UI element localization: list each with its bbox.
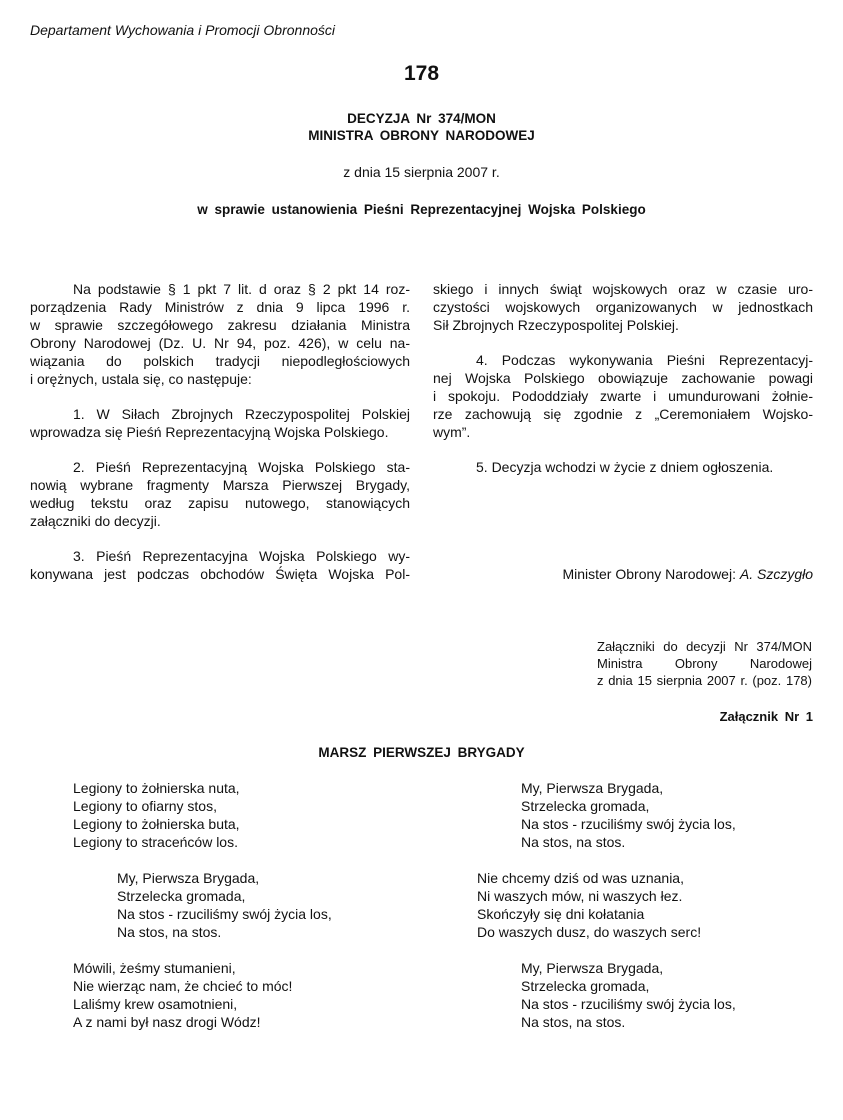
poem-line: Na stos, na stos. (117, 924, 222, 940)
poem-line: Ni waszych mów, ni waszych łez. (477, 888, 683, 904)
paragraph (433, 280, 813, 334)
paragraph-line: czystości wojskowych organizowanych w jednostkach (433, 299, 813, 315)
poem-line: Na stos - rzuciliśmy swój życia los, (521, 996, 736, 1012)
poem-line: Na stos, na stos. (521, 834, 626, 850)
paragraph-line: według tekstu oraz zapisu nutowego, stanowiących (30, 495, 410, 511)
paragraph-line: i orężnych, ustala się, co następuje: (30, 371, 252, 387)
paragraph-line: nej Wojska Polskiego obowiązuje zachowanie powagi (433, 370, 813, 386)
paragraph (30, 458, 410, 530)
poem-line: Do waszych dusz, do waszych serc! (477, 924, 702, 940)
poem-line: Na stos - rzuciliśmy swój życia los, (117, 906, 332, 922)
poem-line: Strzelecka gromada, (117, 888, 246, 904)
poem-line: Mówili, żeśmy stumanieni, (73, 960, 236, 976)
paragraph-line: 5. Decyzja wchodzi w życie z dniem ogłoszenia. (476, 459, 774, 475)
paragraph-line: porządzenia Rady Ministrów z dnia 9 lipca 1996 r. (30, 299, 410, 315)
paragraph (30, 280, 410, 388)
poem-line: Legiony to żołnierska buta, (73, 816, 240, 832)
right-column (433, 280, 813, 493)
attachment-note-line: Ministra Obrony Narodowej (597, 656, 812, 671)
paragraph-line: skiego i innych świąt wojskowych oraz w czasie uro- (433, 281, 813, 297)
attachment-note-line: z dnia 15 sierpnia 2007 r. (poz. 178) (597, 673, 812, 688)
verse-stanza (73, 959, 332, 1031)
poem-line: Legiony to straceńców los. (73, 834, 238, 850)
poem-line: Na stos, na stos. (521, 1014, 626, 1030)
poem-line: My, Pierwsza Brygada, (521, 780, 664, 796)
poem-line: Legiony to ofiarny stos, (73, 798, 217, 814)
item-number: 178 (403, 62, 440, 85)
refrain-stanza (477, 779, 736, 851)
paragraph-line: w sprawie szczegółowego zakresu działania Ministra (30, 317, 410, 333)
paragraph-line: załączniki do decyzji. (30, 513, 161, 529)
poem-line: Legiony to żołnierska nuta, (73, 780, 240, 796)
poem-line: Nie wierząc nam, że chcieć to móc! (73, 978, 293, 994)
signature-label: Minister Obrony Narodowej: (562, 566, 736, 582)
refrain-stanza (477, 959, 736, 1031)
paragraph-line: i spokoju. Pododdziały zwarte i umundurowani żołnie- (433, 388, 813, 404)
paragraph (433, 351, 813, 441)
signature-name: A. Szczygło (739, 566, 813, 582)
verse-stanza (477, 869, 736, 941)
paragraph-line: 1. W Siłach Zbrojnych Rzeczypospolitej Polskiej (73, 406, 410, 422)
poem-line: My, Pierwsza Brygada, (117, 870, 260, 886)
paragraph-line: rze zachowują się zgodnie z „Ceremoniałem Wojsko- (433, 406, 813, 422)
attachment-note (597, 638, 812, 689)
song-title: MARSZ PIERWSZEJ BRYGADY (318, 745, 525, 760)
paragraph-line: nowią wybrane fragmenty Marsza Pierwszej Brygady, (30, 477, 410, 493)
poem-line: Skończyły się dni kołatania (477, 906, 645, 922)
paragraph-line: wprowadza się Pieśń Reprezentacyjną Wojska Polskiego. (30, 424, 389, 440)
poem-line: Strzelecka gromada, (521, 798, 650, 814)
decision-subject: w sprawie ustanowienia Pieśni Reprezentacyjnej Wojska Polskiego (197, 202, 646, 217)
paragraph (433, 458, 813, 476)
decision-title: DECYZJA Nr 374/MON (347, 111, 496, 126)
poem-line: Strzelecka gromada, (521, 978, 650, 994)
paragraph-line: Na podstawie § 1 pkt 7 lit. d oraz § 2 pkt 14 roz- (73, 281, 410, 297)
poem-right (477, 779, 736, 1049)
poem-line: Nie chcemy dziś od was uznania, (477, 870, 684, 886)
paragraph-line: Sił Zbrojnych Rzeczypospolitej Polskiej. (433, 317, 679, 333)
poem-line: Na stos - rzuciliśmy swój życia los, (521, 816, 736, 832)
paragraph-line: wiązania do polskich tradycji niepodległościowych (30, 353, 410, 369)
paragraph-line: 2. Pieśń Reprezentacyjną Wojska Polskiego sta- (73, 459, 410, 475)
left-column (30, 280, 410, 600)
paragraph-line: wym”. (433, 424, 471, 440)
paragraph (30, 547, 410, 583)
paragraph-line: 3. Pieśń Reprezentacyjna Wojska Polskiego wy- (73, 548, 410, 564)
signature (562, 566, 813, 582)
poem-left (73, 779, 332, 1049)
issuer-title: MINISTRA OBRONY NARODOWEJ (308, 128, 535, 143)
paragraph-line: konywana jest podczas obchodów Święta Wojska Pol- (30, 566, 410, 582)
poem-line: A z nami był nasz drogi Wódz! (73, 1014, 261, 1030)
poem-line: My, Pierwsza Brygada, (521, 960, 664, 976)
paragraph-line: 4. Podczas wykonywania Pieśni Reprezentacyj- (476, 352, 813, 368)
attachment-note-line: Załączniki do decyzji Nr 374/MON (597, 639, 812, 654)
decision-date: z dnia 15 sierpnia 2007 r. (343, 164, 500, 180)
running-header: Departament Wychowania i Promocji Obronności (30, 22, 336, 38)
paragraph-line: Obrony Narodowej (Dz. U. Nr 94, poz. 426), w celu na- (30, 335, 410, 351)
paragraph (30, 405, 410, 441)
poem-line: Laliśmy krew osamotnieni, (73, 996, 238, 1012)
attachment-label: Załącznik Nr 1 (719, 709, 813, 724)
verse-stanza (73, 779, 332, 851)
refrain-stanza (73, 869, 332, 941)
